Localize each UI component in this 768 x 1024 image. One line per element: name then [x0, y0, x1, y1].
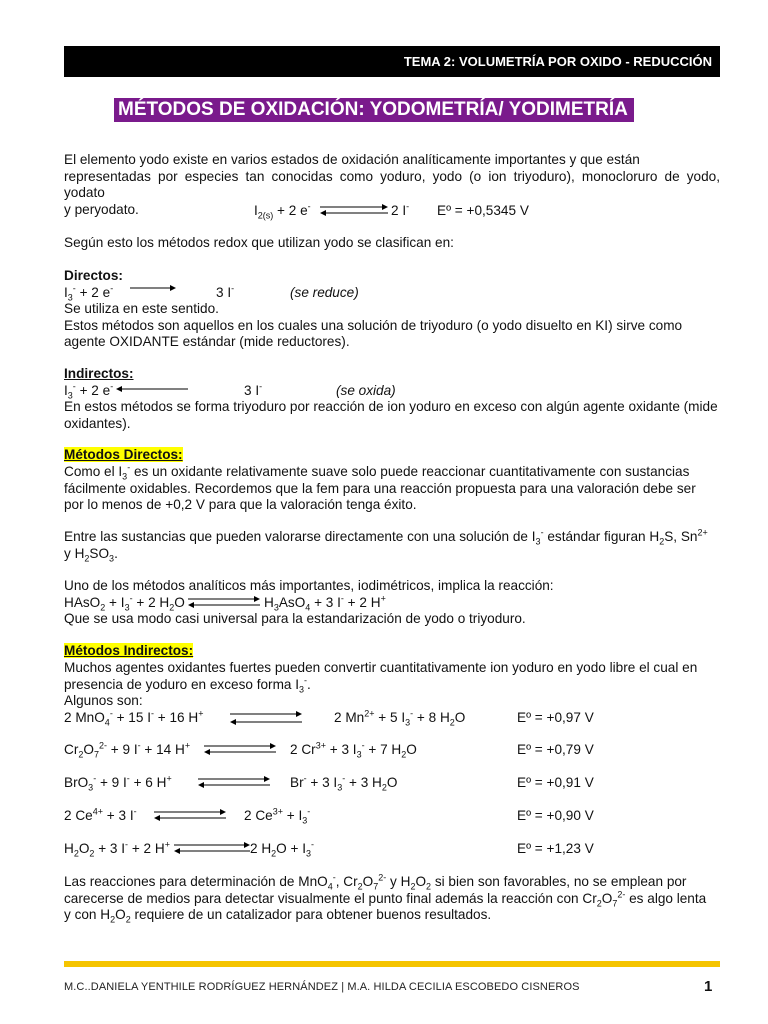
reaction-permanganate-products: 2 $Mn^{2+} + 5$ $I_3^- + 8$ $H_2O$ [334, 708, 466, 728]
reaction-cerium-potential: Eº = +0,90 V [517, 808, 594, 823]
metodos-directos-line-4: Entre las sustancias que pueden valorarse directamente con una solución de $I_3^-$ estándar figuran $H_2S$, $Sn^{2+}$ [64, 527, 708, 547]
reaction-cerium-products: 2 $Ce^{3+} + I_3^-$ [244, 806, 311, 826]
reaction-cerium-reactants: 2 $Ce^{4+} + 3$ I- [64, 806, 137, 823]
indirectos-note: (se oxida) [336, 383, 396, 398]
metodos-indirectos-heading: Métodos Indirectos: [64, 643, 194, 658]
directos-paragraph [64, 301, 720, 351]
metodos-indirectos-line-3: Algunos son: [64, 693, 143, 708]
indirectos-paragraph [64, 399, 720, 432]
equilibrium-arrow-icon [196, 774, 272, 790]
directos-product: 3 I- [216, 283, 235, 300]
metodos-directos-paragraph [64, 464, 720, 514]
directos-line-1: Se utiliza en este sentido. [64, 301, 219, 316]
header-bar [64, 46, 720, 77]
reaction-bromate-reactants: BrO$_3$- + 9 I- + 6 H+ [64, 773, 172, 793]
equilibrium-arrow-icon [152, 807, 228, 823]
page-title: MÉTODOS DE OXIDACIÓN: YODOMETRÍA/ YODIMETRÍA [114, 98, 634, 122]
intro-line-1: El elemento yodo existe en varios estados de oxidación analíticamente importantes y que están [64, 152, 640, 167]
footer-authors: M.C..DANIELA YENTHILE RODRÍGUEZ HERNÁNDEZ | M.A. HILDA CECILIA ESCOBEDO CISNEROS [64, 981, 580, 993]
page-number: 1 [704, 978, 713, 995]
reaction-arsenite-reactants: HAsO$_2$ + $I_3^- + 2$ $H_2O$ [64, 593, 185, 613]
metodos-indirectos-paragraph [64, 660, 720, 710]
equilibrium-arrow-icon [186, 594, 262, 610]
reaction-permanganate-reactants: 2 MnO$_4$- + 15 I- + 16 H+ [64, 708, 204, 728]
equation-iodine-product: 2 I- [391, 201, 410, 218]
equilibrium-arrow-icon [228, 710, 304, 726]
metodos-indirectos-line-2: presencia de yoduro en exceso forma $I_3^-$. [64, 674, 311, 695]
reaction-peroxide-potential: Eº = +1,23 V [517, 841, 594, 856]
reaction-dichromate-potential: Eº = +0,79 V [517, 742, 594, 757]
intro-line-3: y peryodato. [64, 201, 139, 217]
directos-note: (se reduce) [290, 285, 359, 300]
equation-iodine-half: $I_{2(s)} + 2$ e- [254, 201, 311, 221]
metodos-directos-line-2: fácilmente oxidables. Recordemos que la fem para una reacción propuesta para una valoración debe ser [64, 480, 696, 496]
metodos-directos-line-7: Que se usa modo casi universal para la estandarización de yodo o triyoduro. [64, 611, 526, 626]
metodos-directos-line-5: y $H_2SO_3$. [64, 545, 118, 564]
indirectos-product: 3 I- [244, 381, 263, 398]
header-title: TEMA 2: VOLUMETRÍA POR OXIDO - REDUCCIÓN [403, 54, 712, 69]
indirectos-line-2: oxidantes). [64, 415, 131, 431]
reaction-peroxide-products: 2 $H_2O + I_3^-$ [250, 839, 315, 859]
closing-line-1: Las reacciones para determinación de MnO$_4$-, $Cr_2O_7^{2-}$ y $H_2O_2$ si bien son favorables, no se emplean por [64, 872, 687, 892]
reaction-dichromate-products: 2 $Cr^{3+} + 3$ $I_3^- + 7$ $H_2O$ [290, 740, 417, 760]
directos-reactant: $I_3^- + 2$ e- [64, 283, 114, 303]
reaction-peroxide-reactants: $H_2O_2 + 3$ I- + 2 H+ [64, 839, 170, 859]
reaction-bromate-potential: Eº = +0,91 V [517, 775, 594, 790]
metodos-directos-heading: Métodos Directos: [64, 447, 183, 462]
reaction-permanganate-potential: Eº = +0,97 V [517, 710, 594, 725]
equilibrium-arrow-icon [202, 741, 278, 757]
metodos-directos-substances [64, 529, 720, 562]
metodos-indirectos-line-1: Muchos agentes oxidantes fuertes pueden convertir cuantitativamente ion yoduro en yodo libre el cual en [64, 660, 698, 675]
reaction-bromate-products: Br- + 3 $I_3^- + 3$ $H_2O$ [290, 773, 398, 793]
directos-heading: Directos: [64, 268, 123, 283]
equilibrium-arrow-icon [318, 202, 390, 218]
directos-line-2: Estos métodos son aquellos en los cuales una solución de triyoduro (o yodo disuelto en KI) sirve como [64, 317, 683, 333]
directos-line-3: agente OXIDANTE estándar (mide reductores). [64, 334, 350, 349]
indirectos-heading: Indirectos: [64, 366, 134, 381]
indirectos-line-1: En estos métodos se forma triyoduro por reacción de ion yoduro en exceso con algún agente oxidante (mide [64, 399, 718, 414]
metodos-directos-line-6: Uno de los métodos analíticos más importantes, iodimétricos, implica la reacción: [64, 578, 554, 593]
metodos-directos-line-3: por lo menos de +0,2 V para que la valoración tenga éxito. [64, 497, 417, 512]
arrow-right-icon [128, 282, 178, 294]
indirectos-reactant: $I_3^- + 2$ e- [64, 381, 114, 401]
reaction-dichromate-reactants: $Cr_2O_7^{2-} + 9$ I- + 14 H+ [64, 740, 191, 760]
equation-iodine-potential: Eº = +0,5345 V [437, 203, 529, 218]
closing-paragraph [64, 874, 720, 924]
arrow-left-icon [114, 383, 190, 395]
reaction-arsenite-products: $H_3AsO_4 + 3$ I- + 2 H+ [264, 593, 386, 613]
intro-line-2: representadas por especies tan conocidas como yoduro, yodo (o ion triyoduro), monocloruro de yodo, yodato [64, 168, 720, 200]
metodos-indirectos-heading-row [64, 643, 720, 660]
classification-text: Según esto los métodos redox que utilizan yodo se clasifican en: [64, 235, 454, 250]
metodos-directos-heading-row [64, 447, 720, 464]
closing-line-3: y con $H_2O_2$ requiere de un catalizador para obtener buenos resultados. [64, 907, 492, 925]
metodos-directos-line-1: Como el $I_3^-$ es un oxidante relativamente suave solo puede reaccionar cuantitativamente con sustancias [64, 462, 690, 482]
equilibrium-arrow-icon [172, 840, 252, 856]
footer-rule [64, 961, 720, 967]
closing-line-2: carecerse de medios para detectar visualmente el punto final además la reacción con $Cr_2O_7^{2-}$ es algo lenta [64, 888, 707, 909]
